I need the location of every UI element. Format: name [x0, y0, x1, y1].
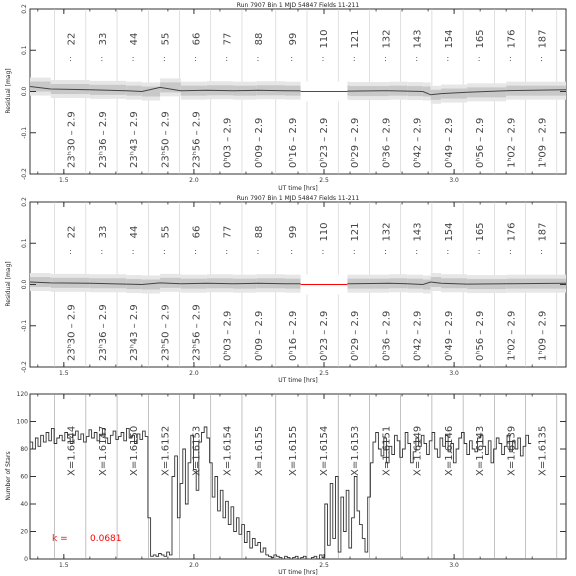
field-colon: : — [162, 54, 166, 63]
field-colon: : — [446, 54, 450, 63]
field-number-label: 88 — [253, 225, 265, 239]
field-coord-label: 1ʰ02 – 2.9 — [506, 117, 518, 168]
field-colon: : — [384, 247, 387, 256]
field-colon: : — [477, 54, 481, 63]
panel3-xtick-label: 3.0 — [449, 562, 459, 569]
field-coord-label: 0ʰ16 – 2.9 — [287, 310, 299, 361]
field-colon: : — [256, 54, 260, 63]
field-coord-label: 23ʰ50 – 2.9 — [160, 111, 172, 168]
airmass-label: X=1.6149 — [412, 425, 424, 476]
field-number-label: 165 — [475, 29, 487, 49]
panel1-ytick-label: 0.0 — [21, 86, 28, 97]
field-colon: : — [415, 54, 419, 63]
field-number-label: 55 — [160, 32, 172, 46]
field-coord-label: 0ʰ36 – 2.9 — [381, 310, 393, 361]
field-colon: : — [540, 54, 543, 63]
panel1-ytick-label: 0.1 — [21, 45, 28, 56]
field-number-label: 33 — [97, 225, 109, 239]
field-colon: : — [256, 247, 260, 256]
panel3-ytick-label: 80 — [20, 446, 28, 453]
panel1-ytick-label: -0.2 — [21, 168, 28, 180]
airmass-label: X=1.6146 — [443, 425, 455, 476]
airmass-label: X=1.6144 — [66, 425, 78, 476]
field-coord-label: 0ʰ03 – 2.9 — [222, 117, 234, 168]
field-number-label: 44 — [129, 32, 141, 46]
field-number-label: 176 — [506, 29, 518, 49]
airmass-label: X=1.6135 — [537, 425, 549, 476]
airmass-label: X=1.6155 — [253, 425, 265, 476]
field-number-label: 22 — [66, 225, 78, 239]
field-colon: : — [477, 247, 481, 256]
panel3-ytick-label: 40 — [20, 501, 28, 508]
field-coord-label: 0ʰ09 – 2.9 — [253, 117, 265, 168]
panel2-xtick-label: 2.0 — [189, 370, 199, 377]
field-colon: : — [508, 247, 512, 256]
panel1-ylabel: Residual [mag] — [5, 68, 12, 114]
panel2-xtick-label: 3.0 — [449, 370, 459, 377]
field-colon: : — [100, 54, 104, 63]
field-number-label: 121 — [350, 29, 362, 49]
k-value: 0.0681 — [90, 534, 122, 544]
panel1-xtick-label: 1.5 — [59, 177, 69, 184]
panel1-xlabel: UT time [hrs] — [278, 185, 318, 192]
panel3-ytick-label: 120 — [16, 391, 28, 398]
panel2-xtick-label: 1.5 — [59, 370, 69, 377]
field-colon: : — [69, 54, 72, 63]
field-colon: : — [321, 54, 325, 63]
field-number-label: 132 — [381, 29, 393, 49]
panel3-xlabel: UT time [hrs] — [278, 569, 318, 576]
field-coord-label: 0ʰ16 – 2.9 — [287, 117, 299, 168]
field-coord-label: 0ʰ49 – 2.9 — [443, 310, 455, 361]
field-colon: : — [352, 247, 356, 256]
field-coord-label: 0ʰ36 – 2.9 — [381, 117, 393, 168]
field-number-label: 44 — [129, 225, 141, 239]
field-coord-label: 23ʰ30 – 2.9 — [66, 111, 78, 168]
field-colon: : — [290, 54, 294, 63]
field-coord-label: 0ʰ03 – 2.9 — [222, 310, 234, 361]
field-coord-label: 23ʰ43 – 2.9 — [129, 111, 141, 168]
field-coord-label: 23ʰ36 – 2.9 — [97, 111, 109, 168]
field-coord-label: 1ʰ09 – 2.9 — [537, 117, 549, 168]
field-coord-label: 0ʰ56 – 2.9 — [475, 310, 487, 361]
airmass-label: X=1.6147 — [97, 425, 109, 476]
field-number-label: 176 — [506, 222, 518, 242]
field-colon: : — [540, 247, 543, 256]
field-number-label: 99 — [287, 32, 299, 46]
field-coord-label: 0ʰ49 – 2.9 — [443, 117, 455, 168]
field-colon: : — [162, 247, 166, 256]
airmass-label: X=1.6152 — [160, 425, 172, 476]
field-colon: : — [225, 247, 229, 256]
k-label: k = — [52, 534, 68, 544]
panel2-title: Run 7907 Bin 1 MJD 54847 Fields 11-211 — [236, 195, 360, 202]
airmass-label: X=1.6153 — [350, 425, 362, 476]
panel3-ytick-label: 60 — [20, 473, 28, 481]
field-number-label: 55 — [160, 225, 172, 239]
field-coord-label: 0ʰ23 – 2.9 — [319, 117, 331, 168]
field-colon: : — [290, 247, 294, 256]
airmass-label: X=1.6151 — [381, 425, 393, 476]
field-coord-label: 23ʰ50 – 2.9 — [160, 304, 172, 361]
field-coord-label: 0ʰ29 – 2.9 — [350, 117, 362, 168]
panel2-xtick-label: 2.5 — [319, 370, 329, 377]
panel2-ytick-label: 0.0 — [21, 279, 28, 290]
field-coord-label: 23ʰ36 – 2.9 — [97, 304, 109, 361]
field-colon: : — [508, 54, 512, 63]
field-colon: : — [225, 54, 229, 63]
airmass-label: X=1.6153 — [191, 425, 203, 476]
field-coord-label: 0ʰ56 – 2.9 — [475, 117, 487, 168]
field-colon: : — [131, 54, 135, 63]
field-colon: : — [100, 247, 104, 256]
panel2-ytick-label: -0.2 — [21, 361, 28, 373]
airmass-label: X=1.6139 — [506, 425, 518, 476]
field-coord-label: 0ʰ09 – 2.9 — [253, 310, 265, 361]
field-colon: : — [384, 54, 387, 63]
field-coord-label: 23ʰ56 – 2.9 — [191, 111, 203, 168]
panel3-ytick-label: 100 — [16, 418, 28, 426]
field-number-label: 143 — [412, 222, 424, 242]
residual-inner-band — [160, 82, 181, 92]
panel1-xtick-label: 3.0 — [449, 177, 459, 184]
field-coord-label: 1ʰ02 – 2.9 — [506, 310, 518, 361]
field-number-label: 99 — [287, 225, 299, 239]
field-number-label: 187 — [537, 29, 549, 49]
field-number-label: 88 — [253, 32, 265, 46]
field-number-label: 33 — [97, 32, 109, 46]
field-number-label: 165 — [475, 222, 487, 242]
panel2-ytick-label: 0.1 — [21, 238, 28, 249]
field-colon: : — [415, 247, 419, 256]
field-coord-label: 23ʰ43 – 2.9 — [129, 304, 141, 361]
panel2-ytick-label: 0.2 — [21, 197, 28, 207]
panel1-xtick-label: 2.0 — [189, 177, 199, 184]
field-coord-label: 0ʰ42 – 2.9 — [412, 117, 424, 168]
panel2-ylabel: Residual [mag] — [5, 261, 12, 307]
airmass-label: X=1.6143 — [475, 425, 487, 476]
field-colon: : — [131, 247, 135, 256]
field-number-label: 66 — [191, 225, 203, 239]
field-colon: : — [321, 247, 325, 256]
panel3-ylabel: Number of Stars — [5, 451, 12, 501]
airmass-label: X=1.6154 — [222, 425, 234, 476]
field-number-label: 132 — [381, 222, 393, 242]
field-number-label: 77 — [222, 32, 234, 46]
field-number-label: 143 — [412, 29, 424, 49]
field-colon: : — [352, 54, 356, 63]
airmass-label: X=1.6150 — [129, 425, 141, 476]
field-coord-label: 23ʰ56 – 2.9 — [191, 304, 203, 361]
field-coord-label: 0ʰ23 – 2.9 — [319, 310, 331, 361]
field-number-label: 154 — [443, 29, 455, 49]
field-number-label: 77 — [222, 225, 234, 239]
panel2-ytick-label: -0.1 — [21, 319, 28, 332]
field-colon: : — [194, 247, 197, 256]
panel1-xtick-label: 2.5 — [319, 177, 329, 184]
airmass-label: X=1.6154 — [319, 425, 331, 476]
field-number-label: 110 — [319, 29, 331, 49]
panel3-xtick-label: 2.5 — [319, 562, 329, 569]
field-coord-label: 0ʰ29 – 2.9 — [350, 310, 362, 361]
panel3-xtick-label: 2.0 — [189, 562, 199, 569]
panel3-ytick-label: 20 — [20, 528, 28, 536]
panel2-xlabel: UT time [hrs] — [278, 377, 318, 384]
field-number-label: 110 — [319, 222, 331, 242]
panel1-ytick-label: -0.1 — [21, 126, 28, 139]
field-colon: : — [194, 54, 197, 63]
panel3-ytick-label: 0 — [24, 556, 28, 563]
field-number-label: 154 — [443, 222, 455, 242]
field-colon: : — [69, 247, 72, 256]
field-colon: : — [446, 247, 450, 256]
field-number-label: 66 — [191, 32, 203, 46]
field-coord-label: 23ʰ30 – 2.9 — [66, 304, 78, 361]
field-coord-label: 0ʰ42 – 2.9 — [412, 310, 424, 361]
panel1-title: Run 7907 Bin 1 MJD 54847 Fields 11-211 — [236, 2, 360, 9]
field-number-label: 187 — [537, 222, 549, 242]
panel3-xtick-label: 1.5 — [59, 562, 69, 569]
field-number-label: 22 — [66, 32, 78, 46]
panel1-ytick-label: 0.2 — [21, 4, 28, 14]
field-number-label: 121 — [350, 222, 362, 242]
airmass-label: X=1.6155 — [287, 425, 299, 476]
field-coord-label: 1ʰ09 – 2.9 — [537, 310, 549, 361]
